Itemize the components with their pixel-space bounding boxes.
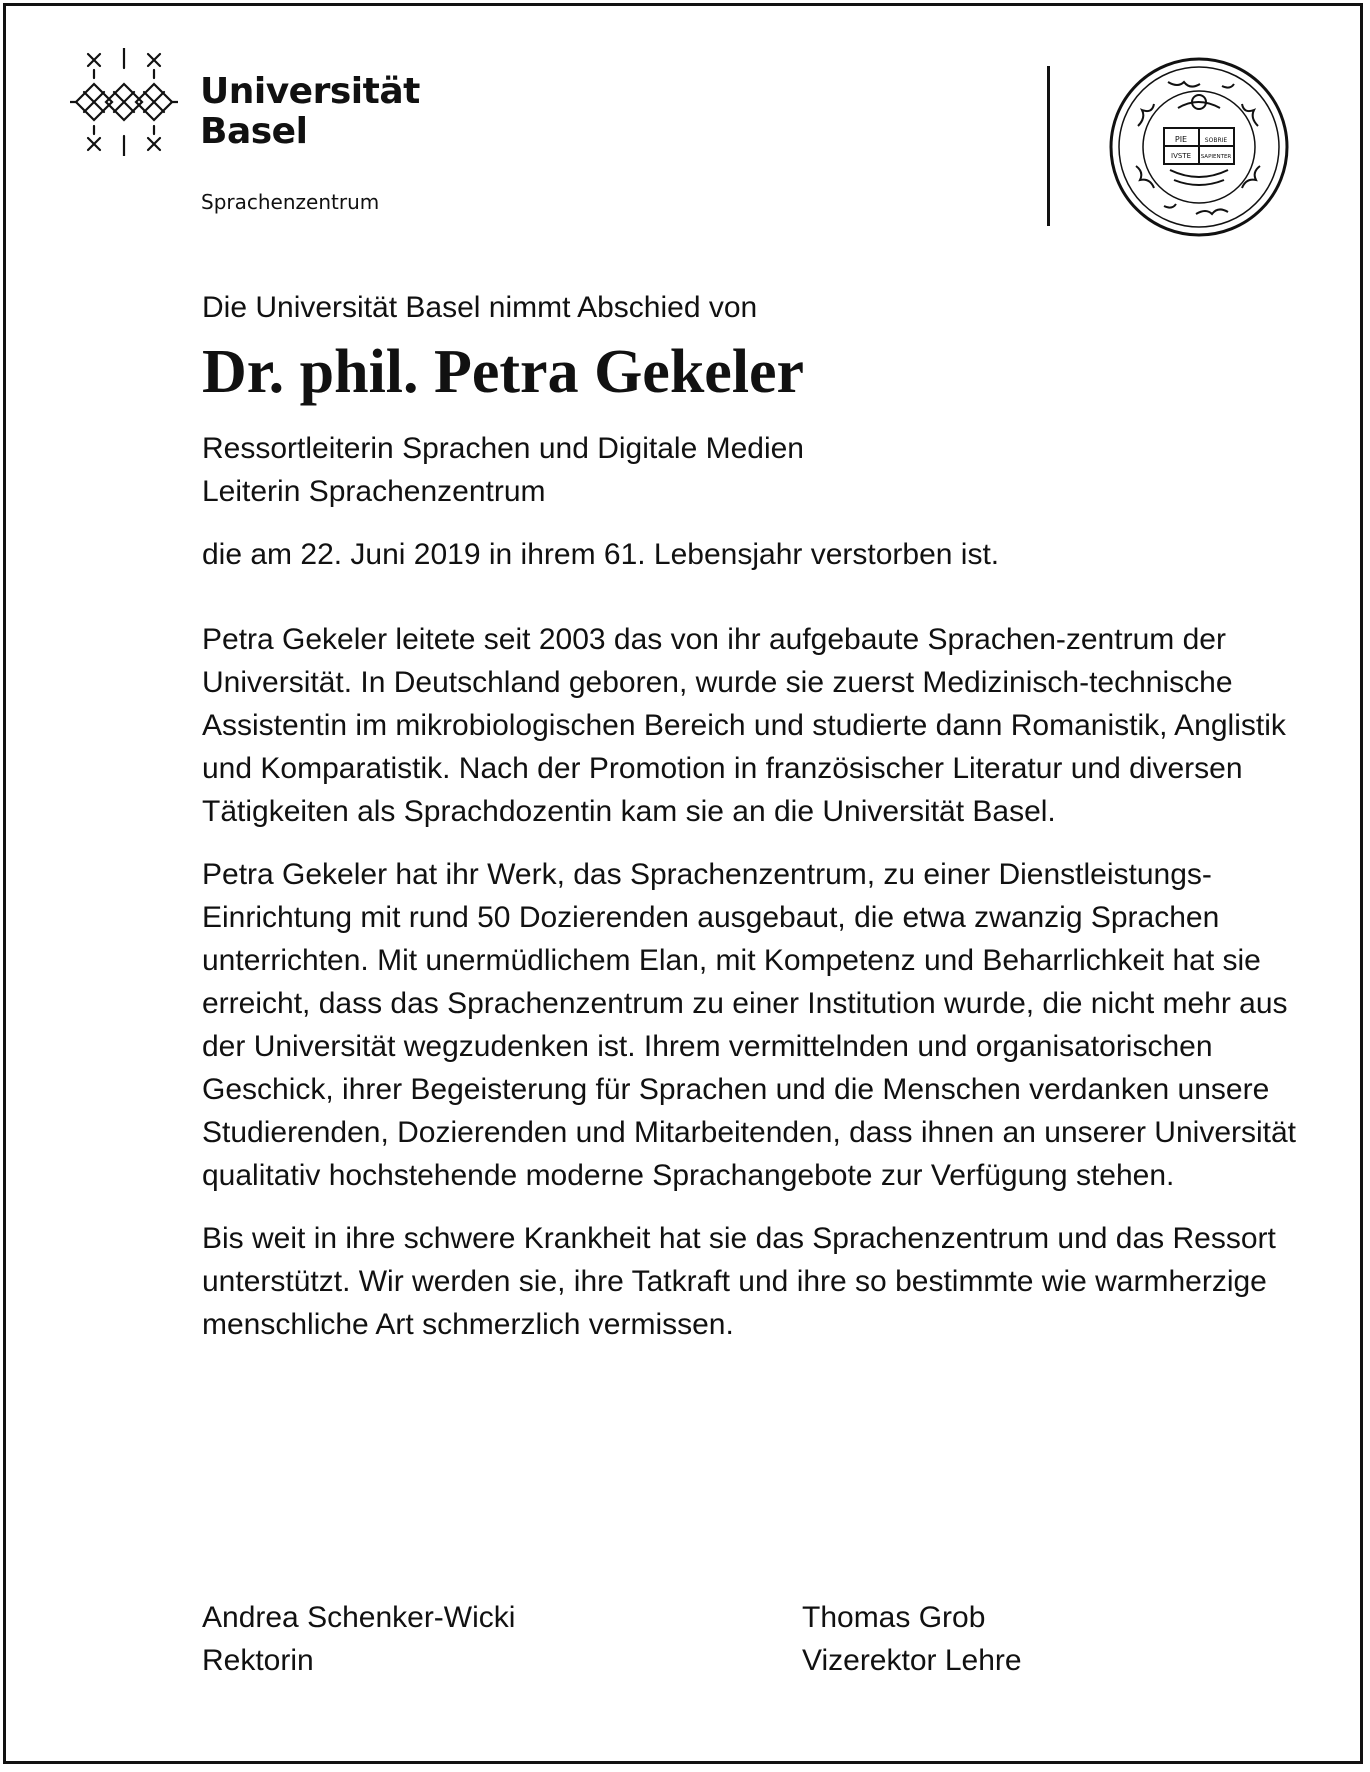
seal-word-2: SOBRIE <box>1204 137 1228 144</box>
signatory-title: Vizerektor Lehre <box>802 1644 1022 1677</box>
body-paragraph-2: Petra Gekeler hat ihr Werk, das Sprachenzentrum, zu einer Dienstleistungs-Einrichtung mit rund 50 Dozierenden ausgebaut, die etwa zwanzig Sprachen unterrichten. Mit unermüdlichem Elan, mit Kompetenz und Beharrlichkeit hat sie erreicht, dass das Sprachenzentrum zu einer Institution wurde, die nicht mehr aus der Universität wegzudenken ist. Ihrem vermittelnden und organisatorischen Geschick, ihrer Begeisterung für Sprachen und die Menschen verdanken unsere Studierenden, Dozierenden und Mitarbeitenden, dass ihnen an unserer Universität qualitativ hochstehende moderne Sprachangebote zur Verfügung stehen. <box>202 858 1297 1192</box>
signatory-name: Andrea Schenker-Wicki <box>202 1601 516 1634</box>
seal-word-4: SAPIENTER <box>1200 154 1232 160</box>
header <box>0 0 1370 240</box>
wordmark-line-2: Basel <box>200 111 308 152</box>
role-line: Ressortleiterin Sprachen und Digitale Medien <box>202 432 804 465</box>
signature-vice-rector <box>802 1596 1022 1682</box>
signatory-title: Rektorin <box>202 1644 314 1677</box>
roles <box>202 427 1302 513</box>
deceased-name: Dr. phil. Petra Gekeler <box>202 338 805 406</box>
date-of-death-line: die am 22. Juni 2019 in ihrem 61. Lebensjahr verstorben ist. <box>202 538 1000 571</box>
signature-rector <box>202 1596 515 1682</box>
seal-word-1: PIE <box>1174 135 1188 144</box>
department-label: Sprachenzentrum <box>201 190 380 214</box>
university-logo-icon <box>70 48 178 156</box>
body-paragraph-3: Bis weit in ihre schwere Krankheit hat sie das Sprachenzentrum und das Ressort unterstützt. Wir werden sie, ihre Tatkraft und ihre so bestimmte wie warmherzige menschliche Art schmerzlich vermissen. <box>202 1222 1276 1341</box>
header-divider <box>1047 66 1050 226</box>
body-paragraph-1: Petra Gekeler leitete seit 2003 das von ihr aufgebaute Sprachen-zentrum der Universität. In Deutschland geboren, wurde sie zuerst Medizinisch-technische Assistentin im mikrobiologischen Bereich und studierte dann Romanistik, Anglistik und Komparatistik. Nach der Promotion in französischer Literatur und diversen Tätigkeiten als Sprachdozentin kam sie an die Universität Basel. <box>202 623 1286 828</box>
signatory-name: Thomas Grob <box>802 1601 986 1634</box>
obituary-content <box>202 286 1302 1366</box>
role-line: Leiterin Sprachenzentrum <box>202 475 546 508</box>
university-wordmark <box>200 72 420 152</box>
seal-word-3: IVSTE <box>1171 152 1191 160</box>
wordmark-line-1: Universität <box>200 71 420 112</box>
intro-line: Die Universität Basel nimmt Abschied von <box>202 291 758 324</box>
university-seal-icon <box>1108 56 1290 238</box>
